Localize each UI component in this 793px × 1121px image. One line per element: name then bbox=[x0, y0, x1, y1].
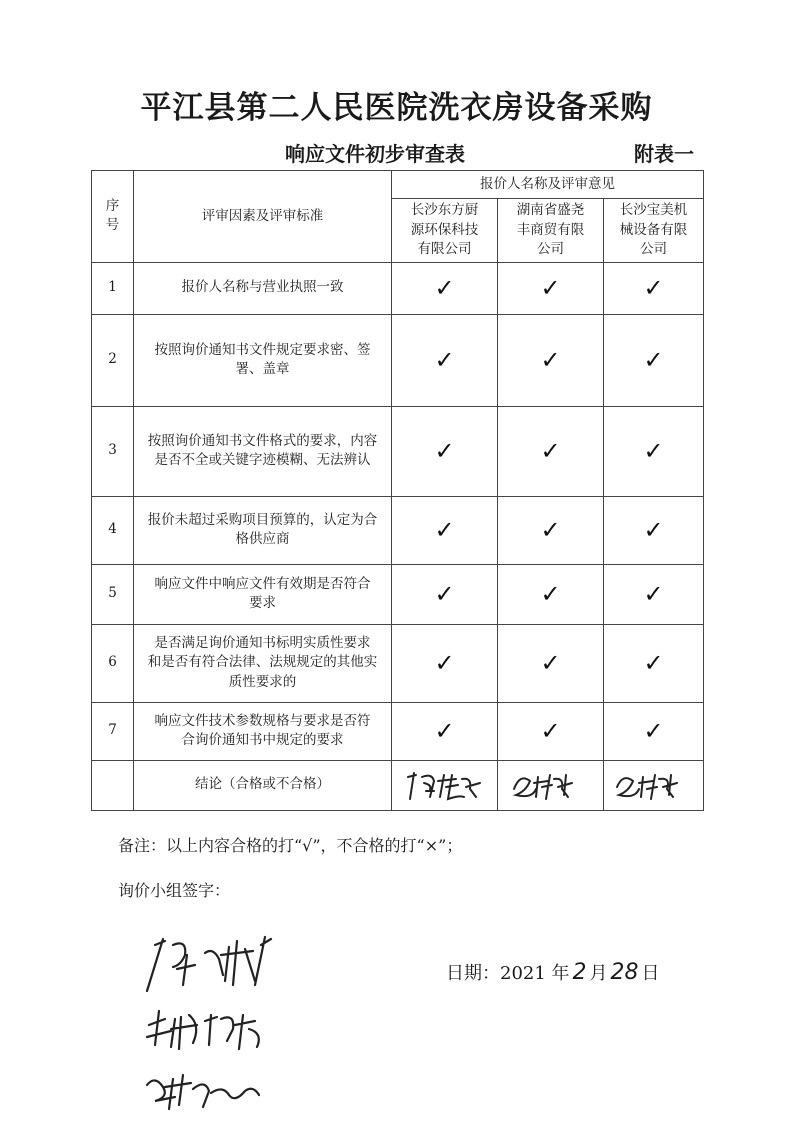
check-mark: ✓ bbox=[604, 496, 704, 564]
check-mark: ✓ bbox=[604, 314, 704, 406]
check-mark: ✓ bbox=[498, 702, 604, 760]
bidder-name-1: 长沙东方厨 源环保科技 有限公司 bbox=[392, 199, 498, 263]
conclusion-row bbox=[92, 760, 704, 810]
check-mark: ✓ bbox=[604, 406, 704, 496]
bidders-header: 报价人名称及评审意见 bbox=[392, 171, 704, 199]
check-mark: ✓ bbox=[498, 314, 604, 406]
check-mark: ✓ bbox=[498, 564, 604, 624]
date-month: 2 bbox=[572, 960, 587, 985]
table-row: 2 按照询价通知书文件规定要求密、签 署、盖章 ✓ ✓ ✓ bbox=[92, 314, 704, 406]
table-row: 7 响应文件技术参数规格与要求是否符 合询价通知书中规定的要求 ✓ ✓ ✓ bbox=[92, 702, 704, 760]
table-subtitle: 响应文件初步审查表 bbox=[285, 142, 465, 166]
document-title: 平江县第二人民医院洗衣房设备采购 bbox=[140, 90, 653, 126]
check-mark: ✓ bbox=[604, 624, 704, 702]
review-table bbox=[91, 170, 704, 811]
group-signatures bbox=[125, 925, 325, 1121]
conclusion-signature-3 bbox=[604, 760, 704, 810]
check-mark: ✓ bbox=[498, 406, 604, 496]
conclusion-signature-2 bbox=[498, 760, 604, 810]
check-mark: ✓ bbox=[604, 702, 704, 760]
check-mark: ✓ bbox=[604, 564, 704, 624]
check-mark: ✓ bbox=[604, 262, 704, 314]
remark-note: 备注：以上内容合格的打“√”，不合格的打“×”； bbox=[118, 836, 463, 855]
table-row: 6 是否满足询价通知书标明实质性要求 和是否有符合法律、法规规定的其他实 质性要求的 ✓ ✓ ✓ bbox=[92, 624, 704, 702]
check-mark: ✓ bbox=[392, 564, 498, 624]
criteria-header: 评审因素及评审标准 bbox=[134, 171, 392, 263]
check-mark: ✓ bbox=[498, 624, 604, 702]
check-mark: ✓ bbox=[392, 262, 498, 314]
date-year: 2021 年 bbox=[500, 963, 570, 984]
table-row: 5 响应文件中响应文件有效期是否符合 要求 ✓ ✓ ✓ bbox=[92, 564, 704, 624]
group-signature-label: 询价小组签字： bbox=[118, 881, 231, 900]
attachment-label: 附表一 bbox=[634, 142, 694, 166]
check-mark: ✓ bbox=[392, 496, 498, 564]
bidder-name-2: 湖南省盛尧 丰商贸有限 公司 bbox=[498, 199, 604, 263]
check-mark: ✓ bbox=[392, 702, 498, 760]
seq-header: 序 号 bbox=[92, 171, 134, 263]
conclusion-label: 结论（合格或不合格） bbox=[134, 760, 392, 810]
date-label: 日期： bbox=[446, 963, 500, 984]
table-row: 3 按照询价通知书文件格式的要求，内容 是否不全或关键字迹模糊、无法辨认 ✓ ✓ ✓ bbox=[92, 406, 704, 496]
check-mark: ✓ bbox=[498, 496, 604, 564]
check-mark: ✓ bbox=[392, 314, 498, 406]
bidder-name-3: 长沙宝美机 械设备有限 公司 bbox=[604, 199, 704, 263]
table-row: 1 报价人名称与营业执照一致 ✓ ✓ ✓ bbox=[92, 262, 704, 314]
table-row: 4 报价未超过采购项目预算的，认定为合 格供应商 ✓ ✓ ✓ bbox=[92, 496, 704, 564]
check-mark: ✓ bbox=[392, 624, 498, 702]
check-mark: ✓ bbox=[498, 262, 604, 314]
date-day: 28 bbox=[610, 960, 639, 985]
date-line: 日期：2021 年 2 月 28 日 bbox=[446, 960, 660, 985]
check-mark: ✓ bbox=[392, 406, 498, 496]
conclusion-signature-1 bbox=[392, 760, 498, 810]
